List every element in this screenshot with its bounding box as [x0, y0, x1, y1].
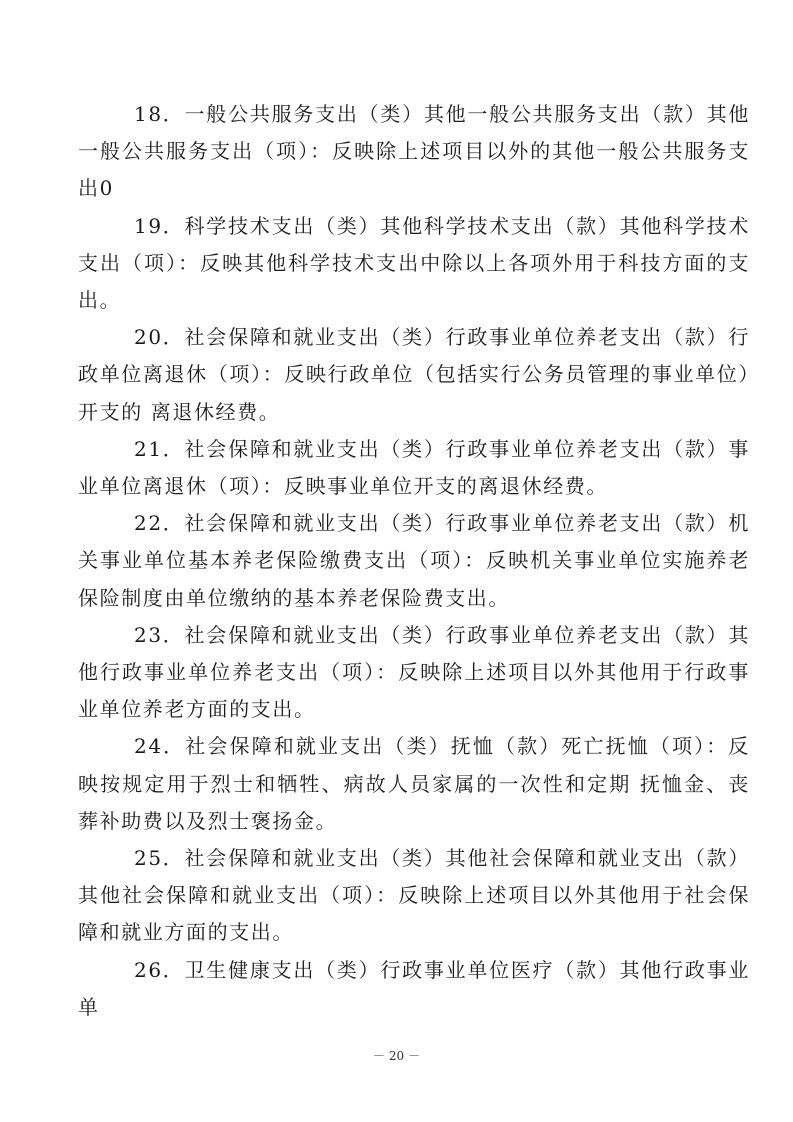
document-body — [78, 96, 750, 1026]
paragraph-21: 21．社会保障和就业支出（类）行政事业单位养老支出（款）事业单位离退休（项）：反映事业单位开支的离退休经费。 — [78, 436, 750, 499]
paragraph-22: 22．社会保障和就业支出（类）行政事业单位养老支出（款）机关事业单位基本养老保险缴费支出（项）：反映机关事业单位实施养老保险制度由单位缴纳的基本养老保险费支出。 — [78, 511, 750, 610]
paragraph-20: 20．社会保障和就业支出（类）行政事业单位养老支出（款）行政单位离退休（项）：反映行政单位（包括实行公务员管理的事业单位）开支的 离退休经费。 — [78, 325, 750, 424]
paragraph-18: 18．一般公共服务支出（类）其他一般公共服务支出（款）其他一般公共服务支出（项）：反映除上述项目以外的其他一般公共服务支出0 — [78, 102, 750, 201]
paragraph-24: 24．社会保障和就业支出（类）抚恤（款）死亡抚恤（项）：反映按规定用于烈士和牺牲、病故人员家属的一次性和定期 抚恤金、丧葬补助费以及烈士褒扬金。 — [78, 734, 750, 833]
paragraph-26: 26．卫生健康支出（类）行政事业单位医疗（款）其他行政事业单 — [78, 957, 750, 1019]
paragraph-19: 19．科学技术支出（类）其他科学技术支出（款）其他科学技术支出（项）：反映其他科学技术支出中除以上各项外用于科技方面的支出。 — [78, 213, 750, 313]
paragraph-23: 23．社会保障和就业支出（类）行政事业单位养老支出（款）其他行政事业单位养老支出（项）：反映除上述项目以外其他用于行政事业单位养老方面的支出。 — [78, 622, 750, 722]
paragraph-25: 25．社会保障和就业支出（类）其他社会保障和就业支出（款）其他社会保障和就业支出（项）：反映除上述项目以外其他用于社会保障和就业方面的支出。 — [78, 846, 750, 945]
page-number: － 20 － — [373, 1049, 420, 1063]
